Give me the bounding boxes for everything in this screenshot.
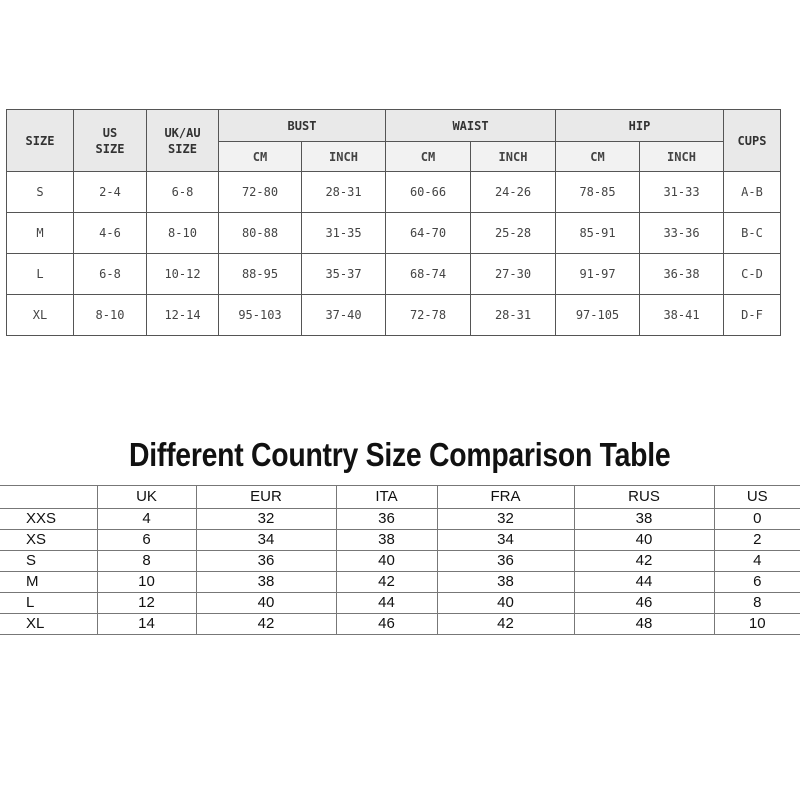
- cell-ita: 38: [336, 530, 437, 551]
- cell-eur: 40: [196, 593, 336, 614]
- cell-fra: 42: [437, 614, 574, 635]
- header-us-size: US SIZE: [74, 110, 147, 172]
- subheader-waist-inch: INCH: [471, 142, 556, 172]
- cell-hip-inch: 33-36: [640, 213, 724, 254]
- cell-waist-cm: 68-74: [386, 254, 471, 295]
- cell-eur: 36: [196, 551, 336, 572]
- cell-bust-cm: 80-88: [219, 213, 302, 254]
- subheader-waist-cm: CM: [386, 142, 471, 172]
- cell-bust-cm: 88-95: [219, 254, 302, 295]
- cell-eur: 34: [196, 530, 336, 551]
- cell-hip-cm: 91-97: [556, 254, 640, 295]
- cell-waist-inch: 25-28: [471, 213, 556, 254]
- cell-us: 4-6: [74, 213, 147, 254]
- table-row: [0, 572, 800, 593]
- cell-size: L: [0, 593, 97, 614]
- cell-bust-inch: 37-40: [302, 295, 386, 336]
- table-row: [0, 551, 800, 572]
- header-bust: BUST: [219, 110, 386, 142]
- cell-us: 4: [714, 551, 800, 572]
- column-header: [0, 486, 97, 509]
- column-header: RUS: [574, 486, 714, 509]
- cell-waist-inch: 24-26: [471, 172, 556, 213]
- cell-hip-inch: 31-33: [640, 172, 724, 213]
- cell-hip-inch: 38-41: [640, 295, 724, 336]
- table-row: [0, 530, 800, 551]
- cell-waist-cm: 60-66: [386, 172, 471, 213]
- cell-size: S: [0, 551, 97, 572]
- cell-cups: A-B: [724, 172, 781, 213]
- cell-fra: 40: [437, 593, 574, 614]
- header-size: SIZE: [7, 110, 74, 172]
- cell-size: S: [7, 172, 74, 213]
- cell-uk-au: 6-8: [147, 172, 219, 213]
- header-cups: CUPS: [724, 110, 781, 172]
- table-row: [7, 213, 781, 254]
- column-header: EUR: [196, 486, 336, 509]
- cell-us: 6: [714, 572, 800, 593]
- subheader-hip-cm: CM: [556, 142, 640, 172]
- cell-bust-inch: 28-31: [302, 172, 386, 213]
- cell-waist-inch: 27-30: [471, 254, 556, 295]
- cell-rus: 38: [574, 509, 714, 530]
- cell-waist-cm: 72-78: [386, 295, 471, 336]
- country-comparison-table: [0, 485, 800, 635]
- cell-cups: D-F: [724, 295, 781, 336]
- table-row: [0, 593, 800, 614]
- column-header: UK: [97, 486, 196, 509]
- cell-rus: 42: [574, 551, 714, 572]
- subheader-bust-cm: CM: [219, 142, 302, 172]
- cell-rus: 46: [574, 593, 714, 614]
- cell-fra: 32: [437, 509, 574, 530]
- cell-ita: 40: [336, 551, 437, 572]
- cell-uk: 8: [97, 551, 196, 572]
- cell-us: 10: [714, 614, 800, 635]
- cell-size: XL: [7, 295, 74, 336]
- header-hip: HIP: [556, 110, 724, 142]
- cell-uk: 10: [97, 572, 196, 593]
- cell-bust-inch: 35-37: [302, 254, 386, 295]
- table-row: [7, 295, 781, 336]
- cell-us: 8-10: [74, 295, 147, 336]
- table-row: [7, 254, 781, 295]
- cell-size: XL: [0, 614, 97, 635]
- cell-bust-cm: 72-80: [219, 172, 302, 213]
- cell-ita: 42: [336, 572, 437, 593]
- cell-rus: 48: [574, 614, 714, 635]
- cell-ita: 46: [336, 614, 437, 635]
- cell-ita: 44: [336, 593, 437, 614]
- cell-uk: 6: [97, 530, 196, 551]
- subheader-hip-inch: INCH: [640, 142, 724, 172]
- cell-hip-cm: 85-91: [556, 213, 640, 254]
- cell-eur: 32: [196, 509, 336, 530]
- cell-bust-cm: 95-103: [219, 295, 302, 336]
- cell-fra: 38: [437, 572, 574, 593]
- column-header: FRA: [437, 486, 574, 509]
- comparison-table-title: Different Country Size Comparison Table: [129, 436, 671, 473]
- cell-waist-cm: 64-70: [386, 213, 471, 254]
- table-row: [7, 172, 781, 213]
- cell-waist-inch: 28-31: [471, 295, 556, 336]
- cell-eur: 38: [196, 572, 336, 593]
- cell-eur: 42: [196, 614, 336, 635]
- header-waist: WAIST: [386, 110, 556, 142]
- size-chart-table: [6, 109, 781, 336]
- table-row: [0, 614, 800, 635]
- header-uk-au-size: UK/AU SIZE: [147, 110, 219, 172]
- column-header: US: [714, 486, 800, 509]
- cell-uk: 12: [97, 593, 196, 614]
- cell-uk-au: 12-14: [147, 295, 219, 336]
- cell-uk: 14: [97, 614, 196, 635]
- cell-size: M: [0, 572, 97, 593]
- column-header: ITA: [336, 486, 437, 509]
- cell-uk: 4: [97, 509, 196, 530]
- cell-fra: 34: [437, 530, 574, 551]
- cell-fra: 36: [437, 551, 574, 572]
- cell-size: M: [7, 213, 74, 254]
- subheader-bust-inch: INCH: [302, 142, 386, 172]
- cell-us: 6-8: [74, 254, 147, 295]
- cell-us: 0: [714, 509, 800, 530]
- cell-cups: C-D: [724, 254, 781, 295]
- cell-hip-cm: 78-85: [556, 172, 640, 213]
- cell-cups: B-C: [724, 213, 781, 254]
- cell-hip-cm: 97-105: [556, 295, 640, 336]
- cell-hip-inch: 36-38: [640, 254, 724, 295]
- cell-size: XXS: [0, 509, 97, 530]
- cell-size: L: [7, 254, 74, 295]
- table-header-row: [0, 486, 800, 509]
- cell-ita: 36: [336, 509, 437, 530]
- cell-rus: 40: [574, 530, 714, 551]
- cell-us: 2: [714, 530, 800, 551]
- cell-size: XS: [0, 530, 97, 551]
- cell-us: 8: [714, 593, 800, 614]
- cell-bust-inch: 31-35: [302, 213, 386, 254]
- cell-uk-au: 10-12: [147, 254, 219, 295]
- table-row: [0, 509, 800, 530]
- cell-rus: 44: [574, 572, 714, 593]
- cell-uk-au: 8-10: [147, 213, 219, 254]
- cell-us: 2-4: [74, 172, 147, 213]
